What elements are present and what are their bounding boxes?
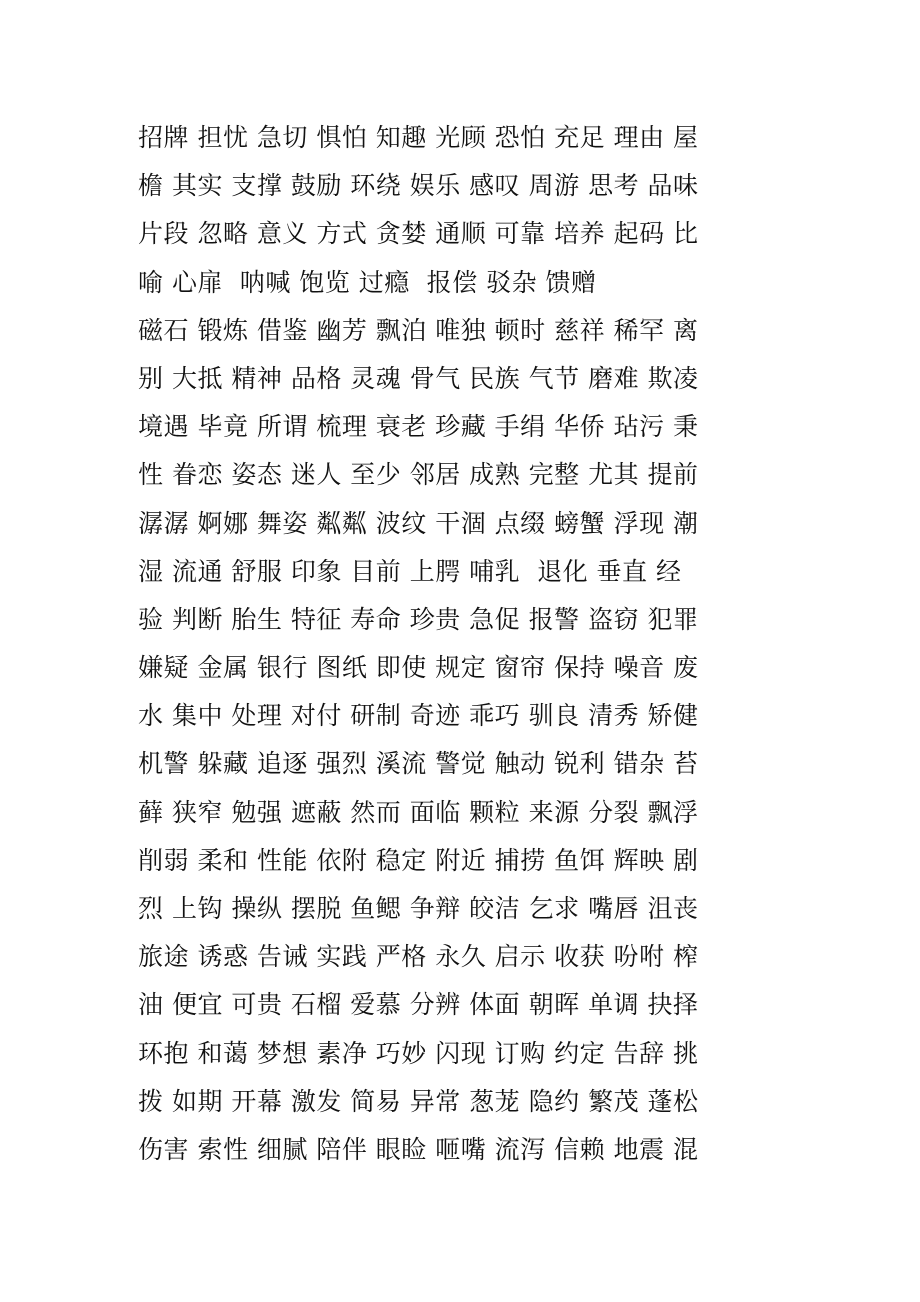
text-line: 环抱 和蔼 梦想 素净 巧妙 闪现 订购 约定 告辞 挑: [138, 1038, 699, 1068]
text-line: 湿 流通 舒服 印象 目前 上腭 哺乳 退化 垂直 经: [138, 556, 682, 586]
text-line: 招牌 担忧 急切 惧怕 知趣 光顾 恐怕 充足 理由 屋: [138, 123, 699, 152]
text-line: 磁石 锻炼 借鉴 幽芳 飘泊 唯独 顿时 慈祥 稀罕 离: [138, 315, 699, 345]
text-line: 檐 其实 支撑 鼓励 环绕 娱乐 感叹 周游 思考 品味: [138, 171, 699, 201]
text-line: 油 便宜 可贵 石榴 爱慕 分辨 体面 朝晖 单调 抉择: [138, 990, 699, 1020]
vocabulary-word-list: [138, 114, 808, 1174]
text-line: 烈 上钩 操纵 摆脱 鱼鳃 争辩 皎洁 乞求 嘴唇 沮丧: [138, 894, 699, 923]
text-line: 境遇 毕竟 所谓 梳理 衰老 珍藏 手绢 华侨 玷污 秉: [138, 412, 699, 442]
text-line: 水 集中 处理 对付 研制 奇迹 乖巧 驯良 清秀 矫健: [138, 701, 699, 731]
text-line: 验 判断 胎生 特征 寿命 珍贵 急促 报警 盗窃 犯罪: [138, 604, 699, 634]
text-line: 片段 忽略 意义 方式 贪婪 通顺 可靠 培养 起码 比: [138, 219, 699, 249]
text-line: 机警 躲藏 追逐 强烈 溪流 警觉 触动 锐利 错杂 苔: [138, 749, 699, 779]
text-line: 伤害 索性 细腻 陪伴 眼睑 咂嘴 流泻 信赖 地震 混: [138, 1134, 699, 1164]
text-line: 潺潺 婀娜 舞姿 粼粼 波纹 干涸 点缀 螃蟹 浮现 潮: [138, 508, 699, 538]
text-line: 别 大抵 精神 品格 灵魂 骨气 民族 气节 磨难 欺凌: [138, 363, 699, 393]
text-line: 拨 如期 开幕 激发 简易 异常 葱茏 隐约 繁茂 蓬松: [138, 1086, 699, 1116]
text-line: 喻 心扉 呐喊 饱览 过瘾 报偿 驳杂 馈赠: [138, 267, 597, 297]
text-line: 藓 狭窄 勉强 遮蔽 然而 面临 颗粒 来源 分裂 飘浮: [138, 797, 699, 827]
text-line: 嫌疑 金属 银行 图纸 即使 规定 窗帘 保持 噪音 废: [138, 653, 699, 683]
text-line: 性 眷恋 姿态 迷人 至少 邻居 成熟 完整 尤其 提前: [138, 460, 699, 490]
text-line: 削弱 柔和 性能 依附 稳定 附近 捕捞 鱼饵 辉映 剧: [138, 845, 699, 875]
text-line: 旅途 诱惑 告诫 实践 严格 永久 启示 收获 吩咐 榨: [138, 942, 699, 972]
